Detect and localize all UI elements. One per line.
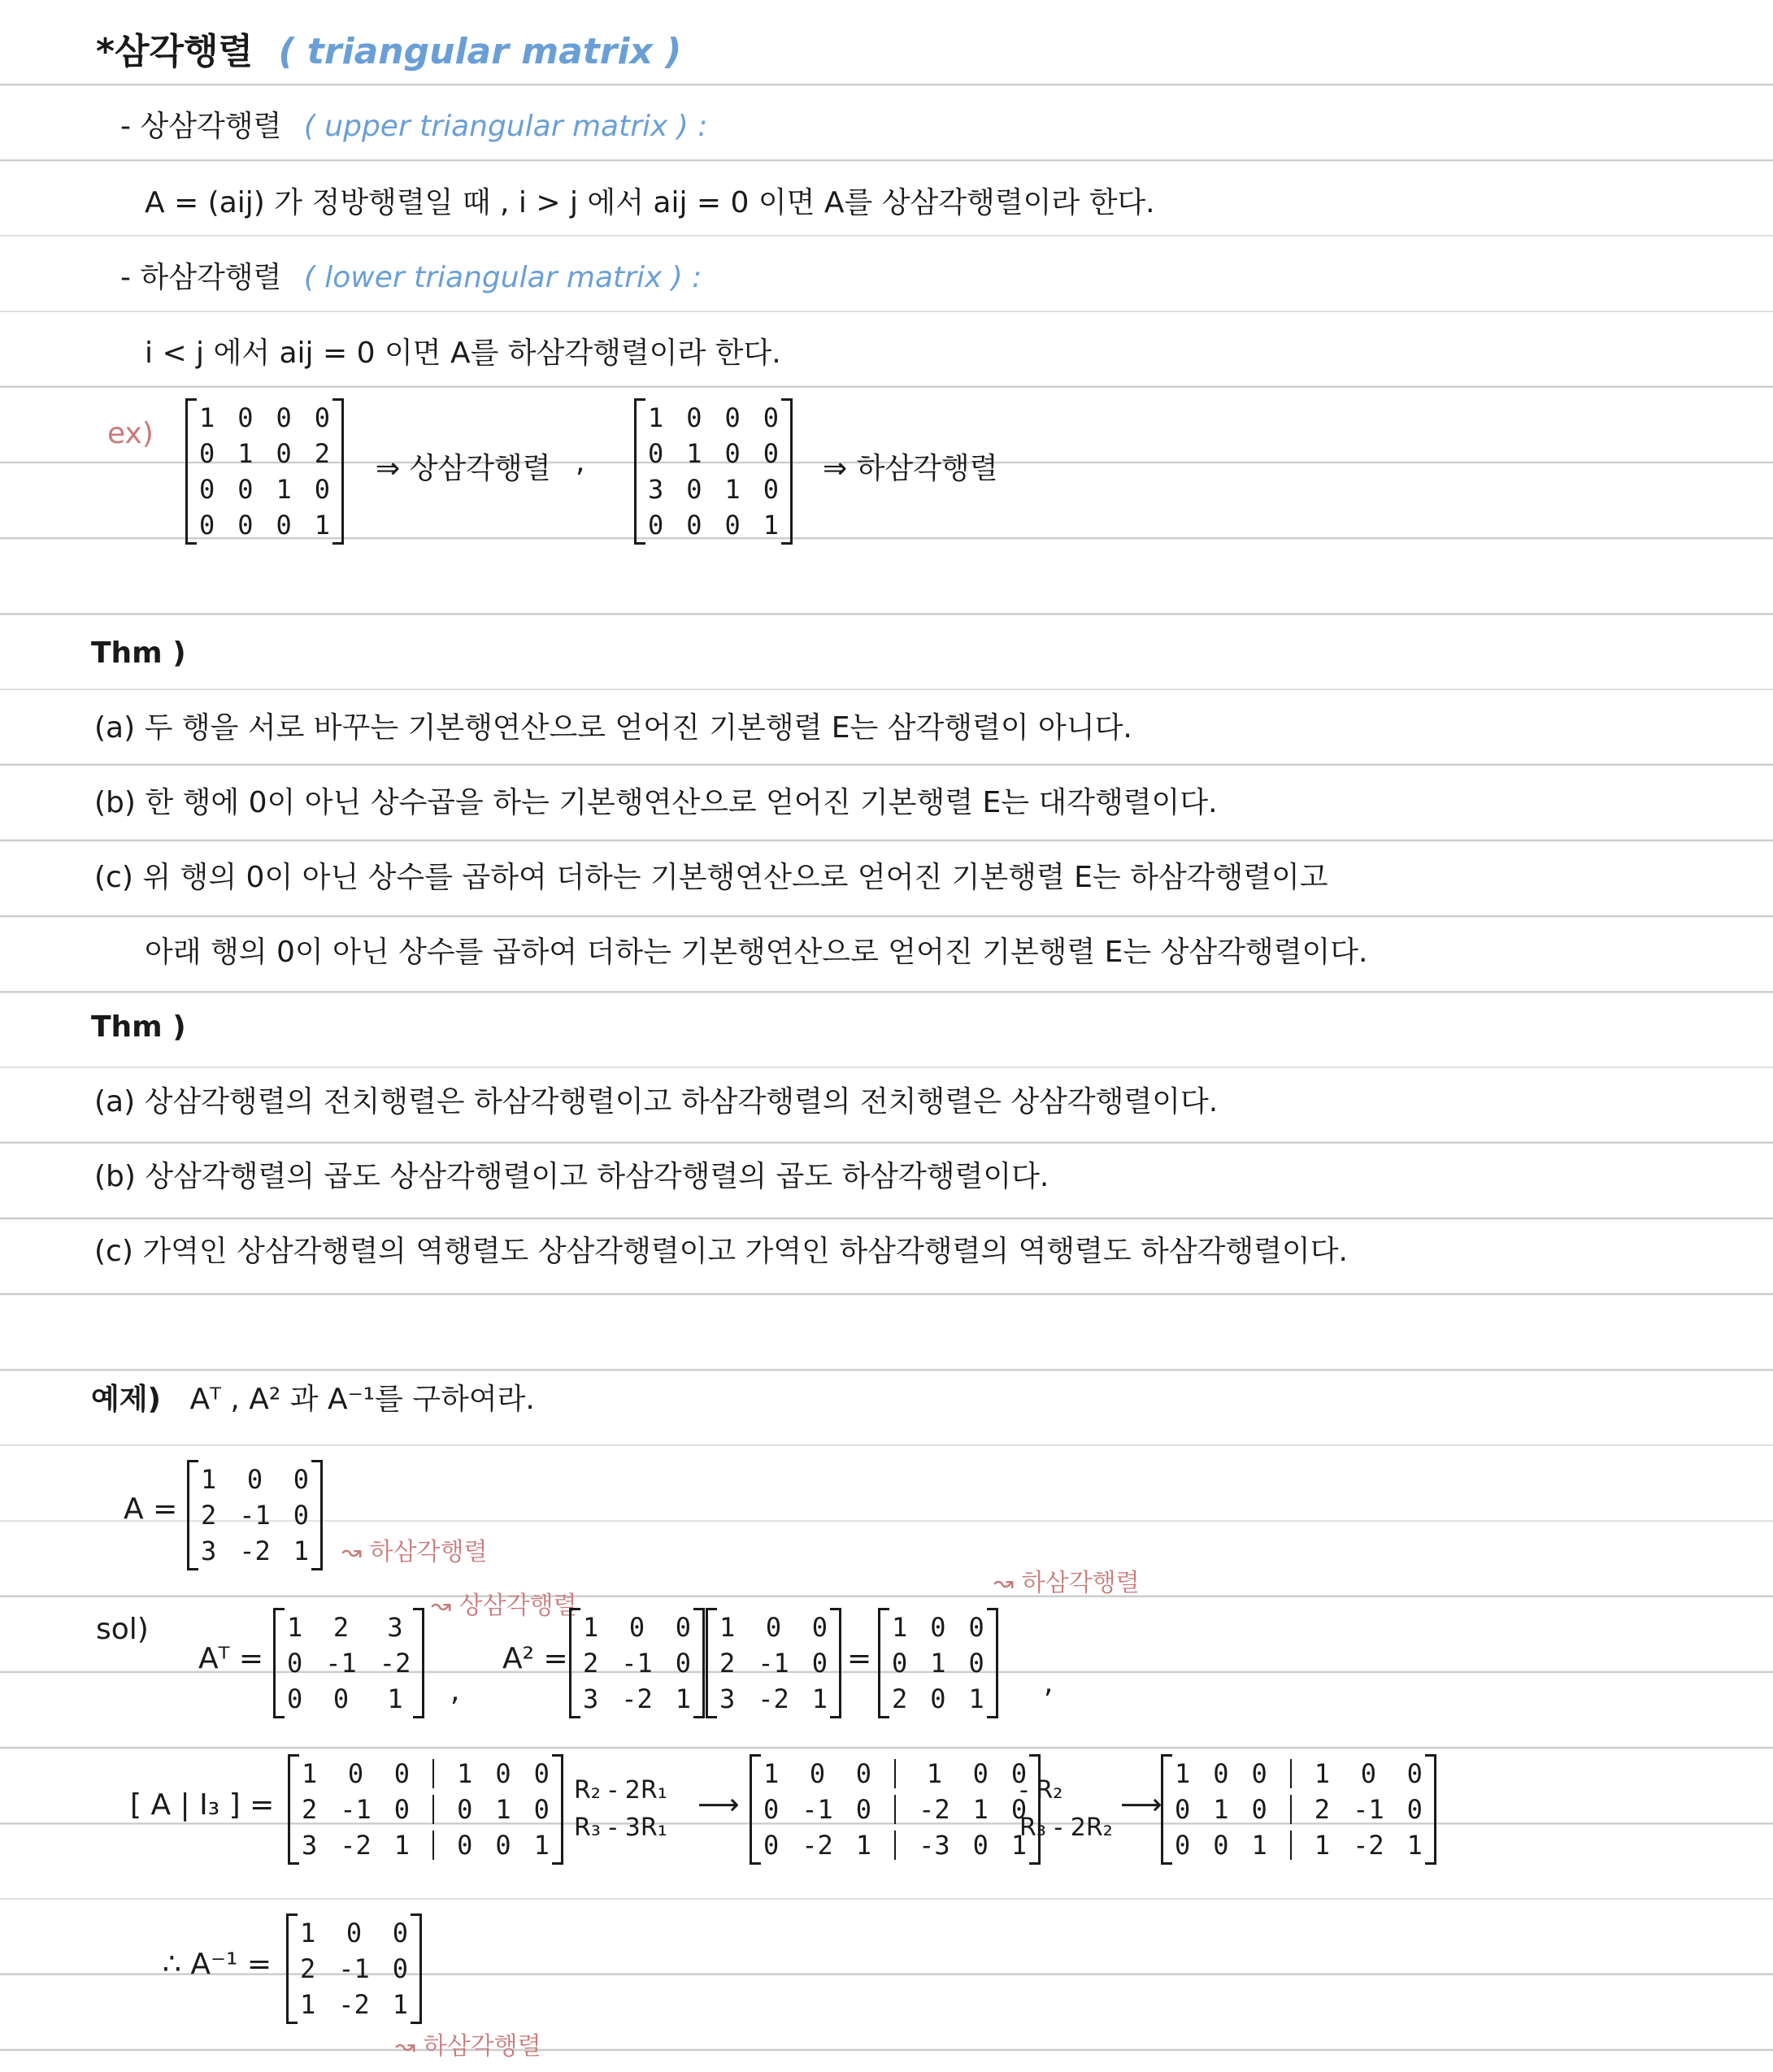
inverse-note: ↝ 하삼각행렬: [395, 2032, 541, 2061]
matrix-cell: -1: [338, 1953, 370, 1984]
matrix-cell: 0: [930, 1683, 946, 1714]
matrix-cell: 1: [811, 1683, 828, 1714]
square-matrix-right: [706, 1608, 841, 1718]
example-label: ex): [107, 417, 154, 450]
theorem1-a: (a) 두 행을 서로 바꾸는 기본행연산으로 얻어진 기본행렬 E는 삼각행렬이 아니다.: [94, 711, 1132, 745]
upper-english: ( upper triangular matrix ) :: [303, 110, 708, 143]
matrix-cell: -1: [1353, 1794, 1384, 1825]
transpose-lhs: Aᵀ =: [198, 1642, 264, 1675]
problem-label: 예제): [91, 1383, 162, 1416]
matrix-cell: 1: [763, 1758, 780, 1789]
matrix-cell: 0: [1213, 1758, 1229, 1789]
matrix-cell: 1: [392, 1989, 409, 2020]
matrix-cell: 1: [201, 1464, 217, 1495]
matrix-cell: 0: [495, 1758, 511, 1789]
square-result-matrix: [878, 1608, 998, 1718]
augmented-lhs: [ A | I₃ ] =: [130, 1788, 275, 1822]
matrix-cell: 0: [686, 474, 702, 505]
matrix-cell: 0: [686, 510, 702, 541]
row-op-2a: - R₂: [1019, 1776, 1063, 1805]
comma-2: ,: [1044, 1666, 1054, 1700]
matrix-cell: 0: [1175, 1830, 1191, 1861]
matrix-cell: -2: [919, 1794, 950, 1825]
problem-text: Aᵀ , A² 과 A⁻¹를 구하여라.: [189, 1383, 535, 1416]
augment-divider: [1290, 1759, 1292, 1788]
matrix-cell: 0: [199, 438, 215, 469]
matrix-cell: 0: [332, 1683, 350, 1714]
theorem2-label: Thm ): [91, 1010, 186, 1044]
row-op-2b: R₃ - 2R₂: [1019, 1814, 1113, 1842]
matrix-cell: 0: [1175, 1794, 1191, 1825]
matrix-cell: 1: [855, 1830, 872, 1861]
matrix-cell: 1: [1314, 1830, 1331, 1861]
matrix-cell: 2: [332, 1612, 350, 1643]
augment-divider: [432, 1759, 434, 1788]
matrix-cell: 1: [287, 1612, 303, 1643]
matrix-cell: 0: [199, 474, 215, 505]
matrix-cell: 0: [675, 1648, 692, 1679]
matrix-cell: -1: [758, 1648, 789, 1679]
matrix-cell: 2: [300, 1953, 316, 1984]
matrix-cell: 0: [763, 1794, 780, 1825]
example-lower-result: ⇒ 하삼각행렬: [823, 452, 998, 485]
matrix-cell: 2: [201, 1500, 217, 1531]
augment-divider: [1290, 1831, 1292, 1860]
matrix-cell: 3: [583, 1683, 599, 1714]
matrix-cell: -2: [621, 1683, 653, 1714]
matrix-cell: 0: [276, 510, 292, 541]
theorem1-label: Thm ): [91, 636, 186, 670]
matrix-cell: 0: [855, 1794, 872, 1825]
matrix-cell: -1: [239, 1500, 271, 1531]
square-equals: =: [847, 1642, 872, 1675]
augment-divider: [894, 1795, 896, 1824]
matrix-cell: -2: [340, 1830, 372, 1861]
matrix-cell: -2: [338, 1989, 370, 2020]
matrix-cell: 1: [199, 402, 215, 433]
matrix-cell: 0: [276, 438, 292, 469]
matrix-cell: 0: [1010, 1794, 1028, 1825]
matrix-cell: 1: [930, 1648, 946, 1679]
matrix-cell: 1: [495, 1794, 511, 1825]
augment-divider: [1290, 1795, 1292, 1824]
matrix-cell: -2: [1353, 1830, 1384, 1861]
matrix-cell: 0: [393, 1758, 411, 1789]
matrix-cell: 1: [300, 1989, 316, 2020]
comma-1: ,: [450, 1675, 460, 1708]
lower-definition-label: [120, 260, 702, 295]
matrix-cell: 0: [930, 1612, 946, 1643]
matrix-cell: -3: [919, 1830, 950, 1861]
upper-definition: A = (aij) 가 정방행렬일 때 , i > j 에서 aij = 0 이면 A를 상삼각행렬이라 한다.: [145, 186, 1155, 219]
matrix-cell: 0: [724, 402, 741, 433]
matrix-a-lhs: A =: [124, 1492, 178, 1526]
augmented-matrix-1: [288, 1754, 563, 1865]
square-matrix-left: [569, 1608, 705, 1718]
theorem2-c: (c) 가역인 상삼각행렬의 역행렬도 상삼각행렬이고 가역인 하삼각행렬의 역행렬도 하삼각행렬이다.: [94, 1235, 1348, 1268]
matrix-cell: 1: [926, 1758, 942, 1789]
example-upper-matrix: [185, 398, 344, 545]
matrix-cell: 0: [1213, 1830, 1229, 1861]
matrix-a-transpose: [273, 1608, 424, 1718]
matrix-cell: 0: [314, 474, 331, 505]
matrix-cell: 0: [763, 402, 780, 433]
matrix-cell: 0: [809, 1758, 826, 1789]
matrix-cell: 1: [293, 1536, 310, 1566]
matrix-cell: 0: [457, 1794, 473, 1825]
theorem1-b: (b) 한 행에 0이 아닌 상수곱을 하는 기본행연산으로 얻어진 기본행렬 E는 대각행렬이다.: [94, 786, 1218, 819]
matrix-cell: 0: [1251, 1794, 1267, 1825]
matrix-cell: 0: [648, 510, 664, 541]
matrix-cell: 1: [763, 510, 780, 541]
augmented-matrix-3: [1161, 1754, 1436, 1865]
matrix-cell: 1: [1406, 1830, 1423, 1861]
matrix-cell: 0: [392, 1953, 409, 1984]
matrix-cell: 0: [246, 1464, 263, 1495]
inverse-matrix: [286, 1913, 422, 2024]
lower-label: - 하삼각행렬: [120, 261, 282, 294]
matrix-cell: 1: [276, 474, 292, 505]
matrix-cell: 2: [1314, 1794, 1331, 1825]
matrix-cell: 0: [345, 1918, 363, 1948]
example-comma: ,: [576, 445, 585, 479]
matrix-a: [187, 1460, 323, 1570]
augment-divider: [432, 1795, 434, 1824]
heading: [96, 31, 681, 74]
matrix-cell: 0: [347, 1758, 364, 1789]
matrix-cell: 0: [763, 438, 780, 469]
row-ops-2: [1019, 1772, 1113, 1847]
matrix-cell: 2: [719, 1648, 736, 1679]
matrix-cell: 0: [293, 1464, 310, 1495]
matrix-cell: 0: [237, 510, 254, 541]
matrix-cell: 1: [1010, 1830, 1028, 1861]
matrix-cell: 0: [287, 1683, 303, 1714]
transpose-note: ↝ 상삼각행렬: [431, 1592, 577, 1620]
matrix-cell: 0: [675, 1612, 692, 1643]
matrix-cell: 0: [1406, 1758, 1423, 1789]
matrix-cell: 1: [968, 1683, 984, 1714]
matrix-cell: 1: [314, 510, 331, 541]
matrix-cell: -1: [802, 1794, 833, 1825]
matrix-cell: 0: [237, 474, 254, 505]
inverse-lhs: ∴ A⁻¹ =: [163, 1948, 272, 1981]
matrix-cell: 0: [763, 474, 780, 505]
matrix-cell: -1: [621, 1648, 653, 1679]
matrix-a-note: ↝ 하삼각행렬: [341, 1538, 488, 1566]
row-op-1b: R₃ - 3R₁: [574, 1814, 667, 1842]
matrix-cell: 0: [972, 1830, 989, 1861]
matrix-cell: 1: [302, 1758, 318, 1789]
matrix-cell: 0: [237, 402, 254, 433]
matrix-cell: 1: [892, 1612, 908, 1643]
square-lhs: A² =: [502, 1642, 568, 1675]
theorem2-b: (b) 상삼각행렬의 곱도 상삼각행렬이고 하삼각행렬의 곱도 하삼각행렬이다.: [94, 1160, 1049, 1193]
matrix-cell: 0: [765, 1612, 782, 1643]
matrix-cell: 1: [724, 474, 741, 505]
matrix-cell: -2: [758, 1683, 789, 1714]
matrix-cell: 2: [892, 1683, 908, 1714]
matrix-cell: 1: [675, 1683, 692, 1714]
matrix-cell: 1: [1251, 1830, 1267, 1861]
matrix-cell: 1: [719, 1612, 736, 1643]
matrix-cell: 0: [972, 1758, 989, 1789]
matrix-cell: 3: [387, 1612, 403, 1643]
matrix-cell: 2: [314, 438, 331, 469]
matrix-cell: 0: [763, 1830, 780, 1861]
matrix-cell: 0: [287, 1648, 303, 1679]
augment-divider: [432, 1831, 434, 1860]
matrix-cell: 0: [392, 1918, 409, 1948]
matrix-cell: 1: [387, 1683, 403, 1714]
matrix-cell: -2: [239, 1536, 271, 1566]
matrix-cell: 1: [1314, 1758, 1331, 1789]
upper-definition-label: [120, 109, 707, 144]
row-ops-1: [574, 1772, 667, 1847]
matrix-cell: 0: [1406, 1794, 1423, 1825]
matrix-cell: 0: [293, 1500, 310, 1531]
matrix-cell: 1: [457, 1758, 473, 1789]
arrow-2: ⟶: [1120, 1788, 1162, 1822]
matrix-cell: 0: [199, 510, 215, 541]
matrix-cell: 1: [393, 1830, 411, 1861]
theorem1-c-line2: 아래 행의 0이 아닌 상수를 곱하여 더하는 기본행연산으로 얻어진 기본행렬 E는 상삼각행렬이다.: [145, 936, 1368, 969]
matrix-cell: 0: [276, 402, 292, 433]
matrix-cell: -1: [340, 1794, 372, 1825]
matrix-cell: 0: [628, 1612, 645, 1643]
augment-divider: [894, 1831, 896, 1860]
matrix-cell: 0: [648, 438, 664, 469]
heading-english: ( triangular matrix ): [278, 31, 682, 72]
matrix-cell: 2: [302, 1794, 318, 1825]
matrix-cell: 0: [892, 1648, 908, 1679]
theorem1-c-line1: (c) 위 행의 0이 아닌 상수를 곱하여 더하는 기본행연산으로 얻어진 기본행렬 E는 하삼각행렬이고: [94, 861, 1328, 894]
matrix-cell: 1: [686, 438, 702, 469]
matrix-cell: 0: [314, 402, 331, 433]
matrix-cell: 0: [855, 1758, 872, 1789]
matrix-cell: 0: [811, 1648, 828, 1679]
heading-title: *삼각행렬: [96, 31, 254, 72]
matrix-cell: -2: [379, 1648, 411, 1679]
row-op-1a: R₂ - 2R₁: [574, 1776, 667, 1805]
matrix-cell: 3: [201, 1536, 217, 1566]
augment-divider: [894, 1759, 896, 1788]
augmented-matrix-2: [750, 1754, 1041, 1865]
arrow-1: ⟶: [697, 1788, 740, 1822]
matrix-cell: 0: [495, 1830, 511, 1861]
matrix-cell: 0: [533, 1758, 550, 1789]
matrix-cell: 0: [1251, 1758, 1267, 1789]
matrix-cell: 0: [811, 1612, 828, 1643]
matrix-cell: 1: [1175, 1758, 1191, 1789]
matrix-cell: 0: [1010, 1758, 1028, 1789]
matrix-cell: 0: [1360, 1758, 1376, 1789]
example-upper-result: ⇒ 상삼각행렬: [376, 452, 551, 485]
matrix-cell: 0: [393, 1794, 411, 1825]
example-lower-matrix: [634, 398, 793, 545]
square-note: ↝ 하삼각행렬: [993, 1569, 1140, 1597]
matrix-cell: 1: [237, 438, 254, 469]
matrix-cell: 1: [972, 1794, 989, 1825]
matrix-cell: 0: [533, 1794, 550, 1825]
upper-label: - 상삼각행렬: [120, 110, 282, 143]
matrix-cell: 1: [583, 1612, 599, 1643]
matrix-cell: 0: [968, 1648, 984, 1679]
matrix-cell: -2: [802, 1830, 833, 1861]
matrix-cell: 0: [457, 1830, 473, 1861]
theorem2-a: (a) 상삼각행렬의 전치행렬은 하삼각행렬이고 하삼각행렬의 전치행렬은 상삼각행렬이다.: [94, 1085, 1219, 1119]
matrix-cell: 0: [968, 1612, 984, 1643]
matrix-cell: 3: [719, 1683, 736, 1714]
lower-english: ( lower triangular matrix ) :: [303, 261, 702, 294]
matrix-cell: 3: [648, 474, 664, 505]
problem: [91, 1382, 535, 1417]
matrix-cell: 1: [1213, 1794, 1229, 1825]
matrix-cell: 0: [686, 402, 702, 433]
matrix-cell: 1: [300, 1918, 316, 1948]
lower-definition: i < j 에서 aij = 0 이면 A를 하삼각행렬이라 한다.: [145, 337, 781, 370]
matrix-cell: 0: [724, 438, 741, 469]
matrix-cell: 1: [648, 402, 664, 433]
matrix-cell: -1: [325, 1648, 357, 1679]
matrix-cell: 3: [302, 1830, 318, 1861]
matrix-cell: 1: [533, 1830, 550, 1861]
matrix-cell: 2: [583, 1648, 599, 1679]
solution-label: sol): [96, 1613, 149, 1646]
matrix-cell: 0: [724, 510, 741, 541]
